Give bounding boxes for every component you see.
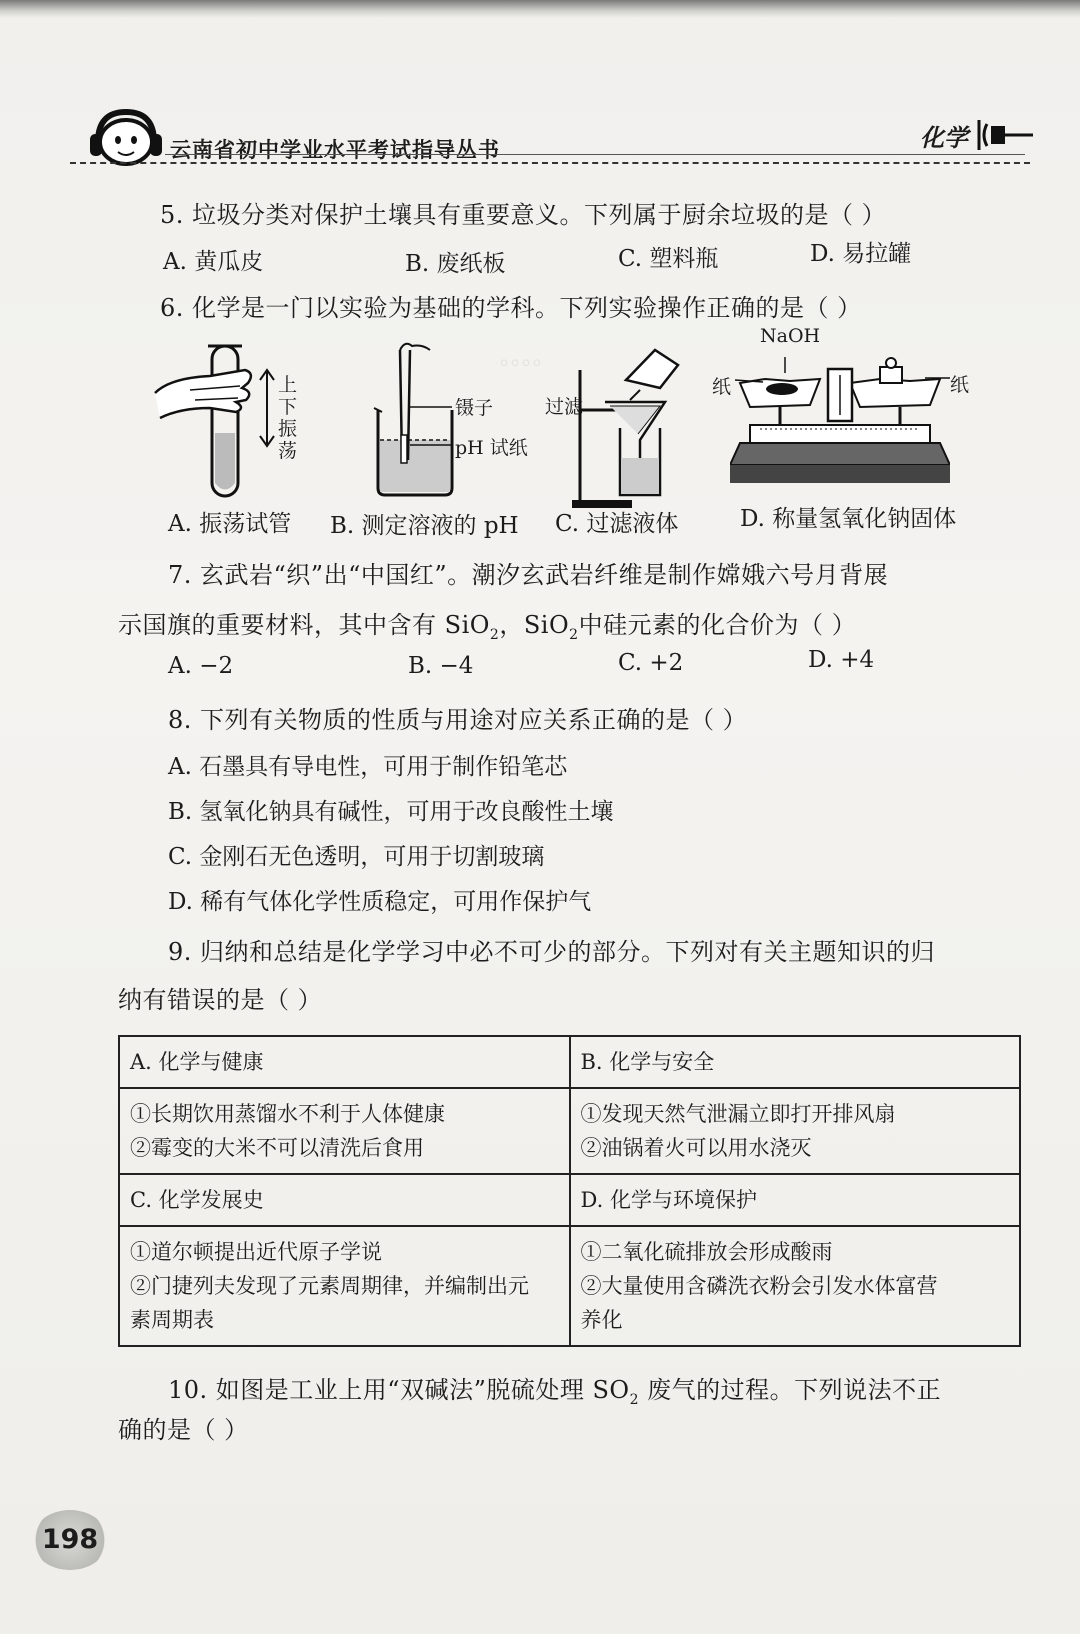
table-row — [119, 1036, 1020, 1088]
question-6-option-a: A. 振荡试管 — [168, 511, 292, 537]
question-8-option-a: A. 石墨具有导电性，可用于制作铅笔芯 — [168, 754, 568, 780]
c-item-3: 素周期表 — [130, 1308, 214, 1332]
question-5-option-b: B. 废纸板 — [405, 251, 506, 277]
question-9-stem-line1: 9. 归纳和总结是化学学习中必不可少的部分。下列对有关主题知识的归 — [168, 938, 936, 966]
figure-c-filtration — [560, 330, 690, 510]
cell-d-body — [570, 1226, 1021, 1346]
q10-subscript: 2 — [629, 1391, 640, 1408]
book-title: 云南省初中学业水平考试指导丛书 — [170, 138, 500, 162]
question-7-option-d: D. +4 — [808, 647, 875, 673]
shake-arrow-icon — [258, 368, 276, 448]
label-shake-2: 荡 — [278, 440, 298, 462]
page-number: 198 — [32, 1510, 108, 1570]
label-naoh: NaOH — [760, 325, 821, 347]
question-8-option-c: C. 金刚石无色透明，可用于切割玻璃 — [168, 844, 545, 870]
header-rule — [165, 154, 1025, 155]
table-row — [119, 1226, 1020, 1346]
question-10-stem-line1 — [168, 1370, 941, 1408]
question-9-stem-line2: 纳有错误的是（ ） — [118, 986, 323, 1014]
question-6-stem: 6. 化学是一门以实验为基础的学科。下列实验操作正确的是（ ） — [160, 294, 862, 322]
label-down: 下 — [278, 396, 298, 418]
question-5-option-a: A. 黄瓜皮 — [163, 249, 264, 275]
label-tweezers: 镊子 — [455, 397, 494, 419]
subject-label: 化学 — [920, 124, 968, 152]
label-shake-1: 振 — [278, 418, 298, 440]
cell-a-body — [119, 1088, 570, 1174]
question-7-stem-line2 — [118, 605, 856, 643]
q10-text-a: 10. 如图是工业上用“双碱法”脱硫处理 SO — [168, 1376, 630, 1404]
q7-text-c: 中硅元素的化合价为（ ） — [578, 611, 857, 639]
d-item-1: ①二氧化硫排放会形成酸雨 — [580, 1240, 833, 1264]
mascot-headphones-icon — [88, 108, 164, 168]
page-top-shadow — [0, 0, 1080, 18]
cell-c-head: C. 化学发展史 — [119, 1174, 570, 1226]
b-item-2: ②油锅着火可以用水浇灭 — [580, 1136, 812, 1160]
header-dashed-rule — [70, 162, 1030, 164]
cell-c-body — [119, 1226, 570, 1346]
bleed-through-text: 。。。。 — [500, 345, 556, 370]
d-item-2: ②大量使用含磷洗衣粉会引发水体富营 — [580, 1274, 938, 1298]
question-5-stem: 5. 垃圾分类对保护土壤具有重要意义。下列属于厨余垃圾的是（ ） — [160, 201, 887, 229]
q7-text-b: ，SiO — [499, 611, 570, 639]
label-filter: 过滤 — [545, 396, 584, 418]
q7-text-a: 示国旗的重要材料，其中含有 SiO — [118, 611, 490, 639]
question-5-option-c: C. 塑料瓶 — [618, 246, 719, 272]
c-item-1: ①道尔顿提出近代原子学说 — [130, 1240, 382, 1264]
q7-subscript-2: 2 — [569, 626, 579, 643]
cell-b-body — [570, 1088, 1021, 1174]
question-6-option-b: B. 测定溶液的 pH — [330, 513, 519, 539]
question-10-stem-line2: 确的是（ ） — [118, 1416, 249, 1444]
question-7-option-b: B. −4 — [408, 653, 474, 679]
d-item-3: 养化 — [580, 1308, 623, 1332]
question-6-option-c: C. 过滤液体 — [555, 511, 679, 537]
question-7-stem-line1: 7. 玄武岩“织”出“中国红”。潮汐玄武岩纤维是制作嫦娥六号月背展 — [168, 561, 889, 589]
cell-a-head: A. 化学与健康 — [119, 1036, 570, 1088]
label-paper-right: 纸 — [950, 374, 970, 396]
question-7-option-a: A. −2 — [168, 653, 234, 679]
cell-d-head: D. 化学与环境保护 — [570, 1174, 1021, 1226]
a-item-2: ②霉变的大米不可以清洗后食用 — [130, 1136, 424, 1160]
label-pointer-lines-icon — [735, 360, 955, 390]
q10-text-b: 废气的过程。下列说法不正 — [639, 1376, 942, 1404]
question-5-option-d: D. 易拉罐 — [810, 241, 912, 267]
figure-a-shaking-test-tube — [150, 338, 350, 513]
table-row — [119, 1174, 1020, 1226]
a-item-1: ①长期饮用蒸馏水不利于人体健康 — [130, 1102, 445, 1126]
cell-b-head: B. 化学与安全 — [570, 1036, 1021, 1088]
question-7-option-c: C. +2 — [618, 650, 684, 676]
label-ph-paper: pH 试纸 — [455, 437, 528, 459]
question-6-option-d: D. 称量氢氧化钠固体 — [740, 506, 957, 532]
header-tab-icon — [975, 118, 1035, 152]
pointer-lines-icon — [408, 395, 458, 455]
q7-subscript-1: 2 — [489, 626, 500, 643]
c-item-2: ②门捷列夫发现了元素周期律，并编制出元 — [130, 1274, 529, 1298]
table-row — [119, 1088, 1020, 1174]
question-8-option-d: D. 稀有气体化学性质稳定，可用作保护气 — [168, 889, 592, 915]
question-8-stem: 8. 下列有关物质的性质与用途对应关系正确的是（ ） — [168, 706, 748, 734]
page-header — [70, 100, 1070, 170]
question-8-option-b: B. 氢氧化钠具有碱性，可用于改良酸性土壤 — [168, 799, 614, 825]
b-item-1: ①发现天然气泄漏立即打开排风扇 — [580, 1102, 896, 1126]
label-paper-left: 纸 — [712, 376, 732, 398]
label-up: 上 — [278, 374, 298, 396]
question-9-table — [118, 1035, 1021, 1347]
